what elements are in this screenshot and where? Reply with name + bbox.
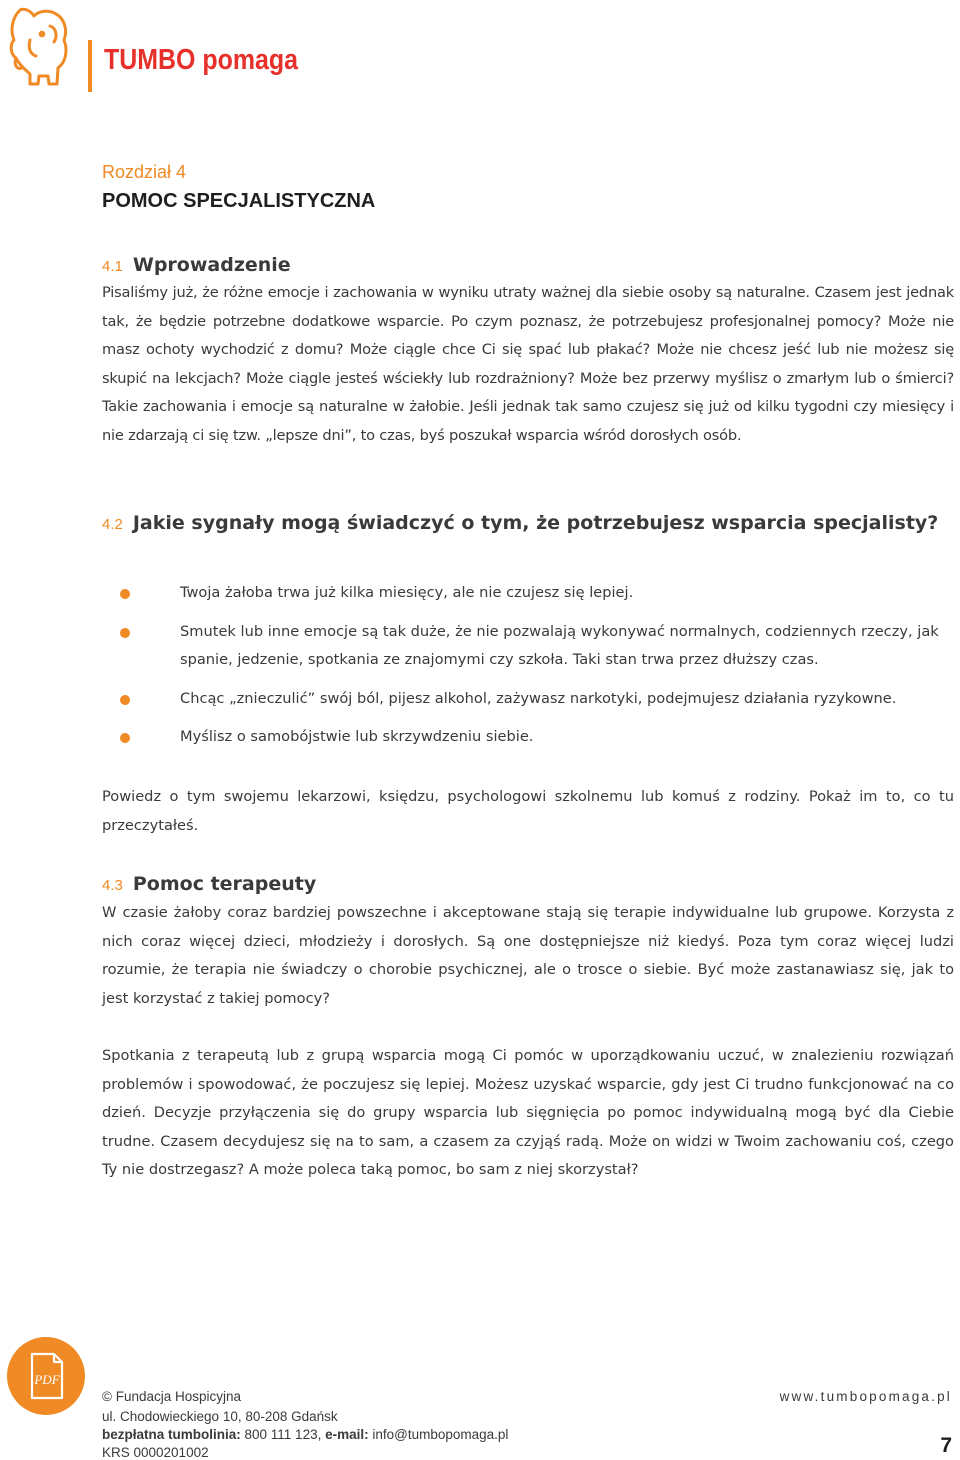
- bullet-dot-icon: [120, 733, 130, 743]
- brand-name[interactable]: TUMBO pomaga: [104, 44, 298, 76]
- section-heading-signals: [102, 512, 938, 534]
- section-heading-therapist: [102, 873, 316, 895]
- section-number: 4.2: [102, 516, 123, 533]
- section-heading-introduction: [102, 254, 291, 276]
- paragraph-tell-someone: Powiedz o tym swojemu lekarzowi, księdzu, psychologowi szkolnemu lub komuś z rodziny. Pokaż im to, co tu przeczytałeś.: [102, 788, 954, 834]
- elephant-logo-icon: [6, 4, 74, 88]
- bullet-dot-icon: [120, 695, 130, 705]
- section-title: Pomoc terapeuty: [132, 873, 317, 895]
- list-item: [120, 618, 954, 675]
- list-item-text: Chcąc „znieczulić” swój ból, pijesz alkohol, zażywasz narkotyki, podejmujesz działania ryzykowne.: [180, 689, 897, 707]
- hotline-number[interactable]: 800 111 123,: [240, 1427, 326, 1442]
- list-item-text: Myślisz o samobójstwie lub skrzywdzeniu siebie.: [180, 728, 534, 746]
- email-link[interactable]: info@tumbopomaga.pl: [368, 1427, 509, 1442]
- page-number: 7: [940, 1434, 952, 1457]
- chapter-label: Rozdział 4: [102, 162, 187, 182]
- section-title: Jakie sygnały mogą świadczyć o tym, że potrzebujesz wsparcia specjalisty?: [132, 512, 939, 534]
- signals-list: [120, 579, 954, 752]
- section-number: 4.1: [102, 258, 123, 275]
- list-item: [120, 685, 954, 714]
- paragraph-intro: Pisaliśmy już, że różne emocje i zachowania w wyniku utraty ważnej dla siebie osoby są naturalne. Czasem jest jednak tak, że będzie potrzebne dodatkowe wsparcie. Po czym poznasz, że potrzebujesz profesjonalnej pomocy? Może nie masz ochoty wychodzić z domu? Może ciągle chce Ci się spać lub płakać? Może nie chcesz jeść lub nie możesz się skupić na lekcjach? Może ciągle jesteś wściekły lub rozdrażniony? Może bez przerwy myślisz o zmarłym lub o śmierci? Takie zachowania i emocje są naturalne w żałobie. Jeśli jednak tak samo czujesz się już od kilku tygodni czy miesięcy i nie zdarzają ci się tzw. „lepsze dni”, to czas, byś poszukał wsparcia wśród dorosłych osób.: [102, 284, 954, 444]
- footer-contact: [102, 1427, 508, 1442]
- footer-website-link[interactable]: www.tumbopomaga.pl: [779, 1389, 952, 1404]
- list-item: [120, 723, 954, 752]
- bullet-dot-icon: [120, 589, 130, 599]
- email-label: e-mail:: [325, 1427, 369, 1442]
- paragraph-therapy-2: Spotkania z terapeutą lub z grupą wsparcia mogą Ci pomóc w uporządkowaniu uczuć, w znalezieniu rozwiązań problemów i spowodować, że poczujesz się lepiej. Możesz uzyskać wsparcie, gdy jest Ci trudno funkcjonować na co dzień. Decyzje przyłączenia się do grupy wsparcia lub sięgnięcia po pomoc indywidualną mogą być dla Ciebie trudne. Czasem decydujesz się na to sam, a czasem za czyjąś radą. Może on widzi w Twoim zachowaniu coś, czego Ty nie dostrzegasz? A może poleca taką pomoc, bo sam z niej skorzystał?: [102, 1047, 954, 1179]
- list-item-text: Smutek lub inne emocje są tak duże, że nie pozwalają wykonywać normalnych, codziennych rzeczy, jak spanie, jedzenie, spotkania ze znajomymi czy szkoła. Taki stan trwa przez dłuższy czas.: [180, 622, 939, 669]
- list-item-text: Twoja żałoba trwa już kilka miesięcy, ale nie czujesz się lepiej.: [180, 584, 634, 601]
- bullet-dot-icon: [120, 628, 130, 638]
- pdf-badge-label: PDF: [34, 1372, 60, 1387]
- hotline-label: bezpłatna tumbolinia:: [102, 1427, 241, 1442]
- section-title: Wprowadzenie: [132, 254, 291, 276]
- section-number: 4.3: [102, 877, 123, 894]
- list-item: [120, 579, 954, 608]
- pdf-document-icon[interactable]: [6, 1336, 86, 1416]
- logo-divider: [88, 40, 92, 92]
- footer-address: ul. Chodowieckiego 10, 80-208 Gdańsk: [102, 1409, 338, 1424]
- footer-krs: KRS 0000201002: [102, 1445, 209, 1460]
- paragraph-therapy-1: W czasie żałoby coraz bardziej powszechne i akceptowane stają się terapie indywidualne lub grupowe. Korzysta z nich coraz więcej dzieci, młodzieży i dorosłych. Są one dostępniejsze niż kiedyś. Poza tym coraz więcej ludzi rozumie, że terapia nie świadczy o chorobie psychicznej, ale o trosce o siebie. Być może zastanawiasz się, jak to jest korzystać z takiej pomocy?: [102, 904, 954, 1007]
- footer-org: © Fundacja Hospicyjna: [102, 1389, 242, 1404]
- chapter-title: POMOC SPECJALISTYCZNA: [102, 190, 376, 212]
